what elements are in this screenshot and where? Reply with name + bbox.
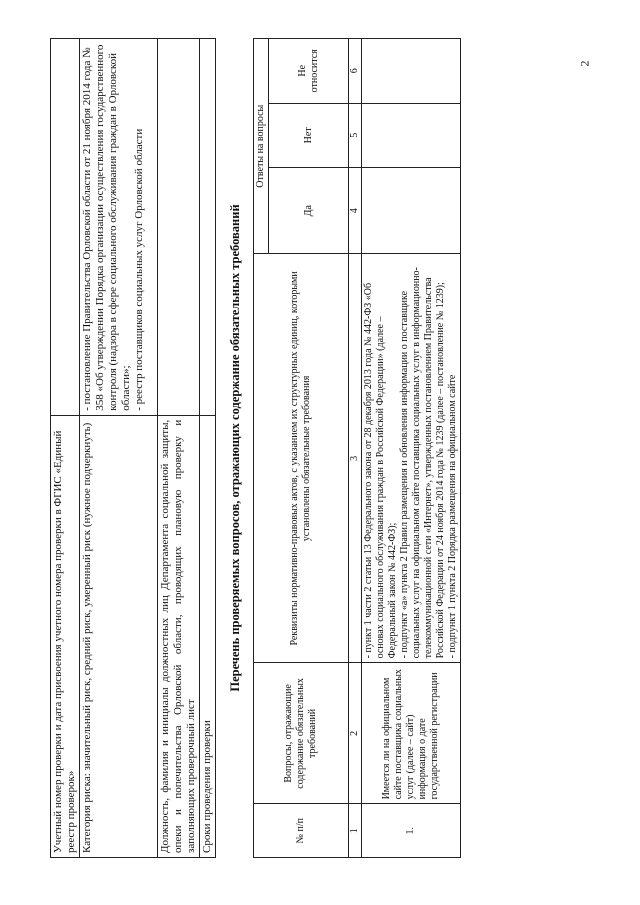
info-risk-category-label: Категория риска: значительный риск, средний риск, умеренный риск (нужное подчеркнуть)	[80, 415, 158, 857]
question-text: Имеется ли на официальном сайте поставщика социальных услуг (далее – сайт) информация о дате государственной регистрации	[362, 663, 461, 804]
questions-table	[253, 38, 461, 858]
header-no: Нет	[269, 103, 349, 168]
info-row-risk-category	[80, 39, 158, 858]
column-number: 3	[349, 254, 362, 663]
column-number: 1	[349, 804, 362, 858]
info-registration-label: Учетный номер проверки и дата присвоения учетного номера проверки в ФГИС «Единый реестр проверок»	[51, 415, 80, 857]
header-requisites: Реквизиты нормативно-правовых актов, с указанием их структурных единиц, которыми установлены обязательные требования	[254, 254, 349, 663]
info-dates-value	[200, 39, 216, 416]
info-row-registration	[51, 39, 80, 858]
answer-no-cell[interactable]	[362, 103, 461, 168]
requisite-item: - подпункт «а» пункта 2 Правил размещения и обновления информации о поставщике социальных услуг на официальном сайте поставщика социальных услуг в информационно-телекоммуникационной сети «Интернет», утвержденных постановлением Правительства Российской Федерации от 24 ноября 2014 года № 1239 (далее – постановление № 1239);	[399, 267, 446, 659]
answer-yes-cell[interactable]	[362, 168, 461, 254]
question-number: 1.	[362, 804, 461, 858]
info-risk-category-basis: - постановление Правительства Орловской области от 21 ноября 2014 года № 358 «Об утверждении Порядка организации осуществления государственного контроля (надзора в сфере социального обслуживания граждан в Орловской области»; - реестр поставщиков социальных услуг Орловской области	[80, 39, 158, 416]
inspection-info-table	[50, 38, 216, 858]
rotated-page-content	[50, 38, 610, 858]
info-officials-value	[158, 39, 200, 416]
section-title: Перечень проверяемых вопросов, отражающих содержание обязательных требований	[228, 204, 242, 692]
info-row-officials	[158, 39, 200, 858]
info-row-dates	[200, 39, 216, 858]
info-registration-value	[51, 39, 80, 416]
column-number: 4	[349, 168, 362, 254]
info-dates-label: Сроки проведения проверки	[200, 415, 216, 857]
question-row	[362, 39, 461, 858]
column-numbers-row	[349, 39, 362, 858]
header-question: Вопросы, отражающие содержание обязательных требований	[254, 663, 349, 804]
header-answers: Ответы на вопросы	[254, 39, 269, 254]
requisite-item: - подпункт 1 пункта 2 Порядка размещения на официальном сайте	[447, 374, 458, 659]
header-yes: Да	[269, 168, 349, 254]
requisite-item: - пункт 1 части 2 статьи 13 Федерального закона от 28 декабря 2013 года № 442-ФЗ «Об основах социального обслуживания граждан в Российской Федерации» (далее – Федеральный закон № 442-ФЗ);	[363, 282, 398, 659]
header-num: № п/п	[254, 804, 349, 858]
questions-header-row	[254, 39, 269, 858]
column-number: 2	[349, 663, 362, 804]
answer-na-cell[interactable]	[362, 39, 461, 104]
column-number: 6	[349, 39, 362, 104]
column-number: 5	[349, 103, 362, 168]
question-requisites	[362, 254, 461, 663]
header-na: Не относится	[269, 39, 349, 104]
page-number: 2	[577, 60, 592, 67]
info-officials-label: Должность, фамилия и инициалы должностных лиц Департамента социальной защиты, опеки и попечительства Орловской области, проводящих плановую проверку и заполняющих проверочный лист	[158, 415, 200, 857]
